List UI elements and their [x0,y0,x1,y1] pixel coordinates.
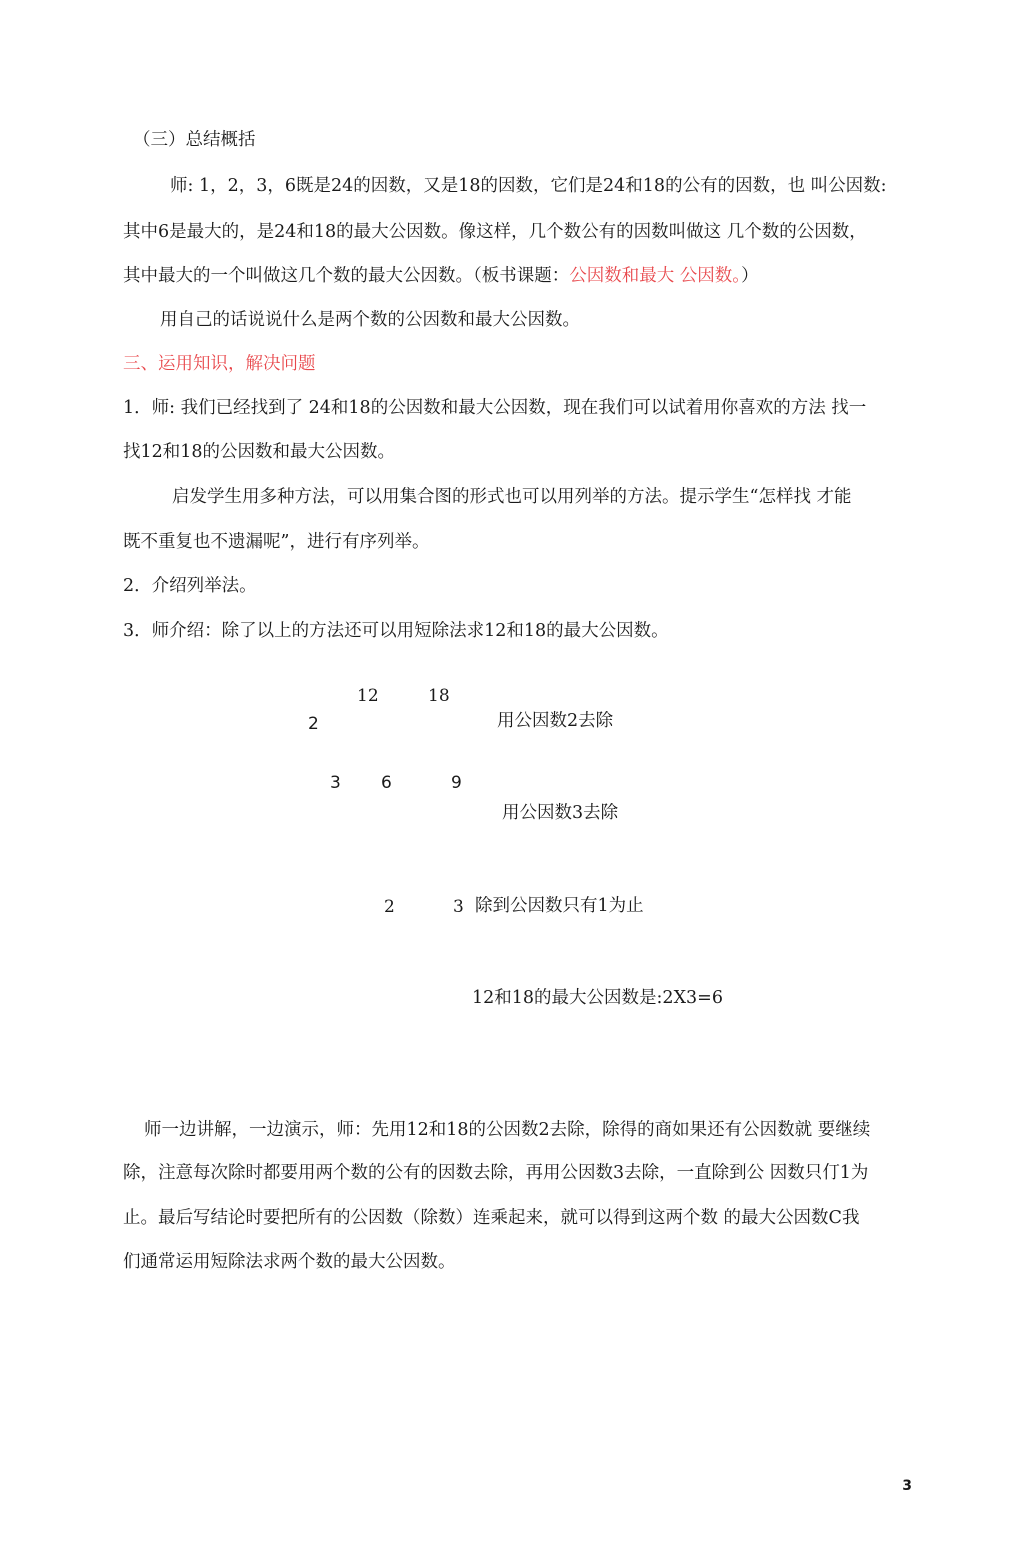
item1-line1: 1．师: 我们已经找到了 24和18的公因数和最大公因数，现在我们可以试着用你喜欢的方法 找一 [123,398,867,418]
summary-para1-line3 [123,268,759,286]
division-conclusion: 12和18的最大公因数是:2X3=6 [472,988,723,1008]
item1-line2: 找12和18的公因数和最大公因数。 [123,442,396,462]
explanation-line1: 师一边讲解，一边演示，师：先用12和18的公因数2去除，除得的商如果还有公因数就 要继续 [144,1120,871,1140]
summary-para1-line3-prefix: 其中最大的一个叫做这几个数的最大公因数。（板书课题： [123,266,570,286]
division-row3-a: 2 [384,897,395,917]
lesson-title-board: 公因数和最大 公因数。 [569,266,742,286]
item3: 3．师介绍：除了以上的方法还可以用短除法求12和18的最大公因数。 [123,621,669,641]
division-row1-a: 12 [357,686,379,706]
division-row3-b: 3 [453,897,464,917]
hint-line1: 启发学生用多种方法，可以用集合图的形式也可以用列举的方法。提示学生“怎样找 才能 [172,487,852,507]
division-note2: 用公因数3去除 [502,803,619,823]
summary-para2: 用自己的话说说什么是两个数的公因数和最大公因数。 [160,310,580,330]
division-divisor1: 2 [308,714,319,734]
summary-heading: （三）总结概括 [133,130,256,150]
explanation-line4: 们通常运用短除法求两个数的最大公因数。 [123,1252,456,1272]
hint-line2: 既不重复也不遗漏呢”，进行有序列举。 [123,532,430,552]
division-divisor2: 3 [330,773,341,793]
summary-para1-line1: 师: 1，2，3，6既是24的因数，又是18的因数，它们是24和18的公有的因数，也 叫公因数: [170,176,887,196]
division-row2-a: 6 [381,773,392,793]
summary-para1-line3-suffix: ） [741,266,759,286]
section3-heading: 三、运用知识，解决问题 [123,354,316,374]
page-number: 3 [902,1478,912,1494]
division-row2-b: 9 [451,773,462,793]
summary-para1-line2: 其中6是最大的，是24和18的最大公因数。像这样，几个数公有的因数叫做这 几个数的公因数， [123,222,867,242]
division-note3: 除到公因数只有1为止 [475,896,644,916]
explanation-line3: 止。最后写结论时要把所有的公因数（除数）连乘起来，就可以得到这两个数 的最大公因数C我 [123,1208,860,1228]
item2: 2．介绍列举法。 [123,576,257,596]
division-note1: 用公因数2去除 [497,711,614,731]
explanation-line2: 除，注意每次除时都要用两个数的公有的因数去除，再用公因数3去除，一直除到公 因数只仃1为 [123,1163,869,1183]
division-row1-b: 18 [428,686,450,706]
